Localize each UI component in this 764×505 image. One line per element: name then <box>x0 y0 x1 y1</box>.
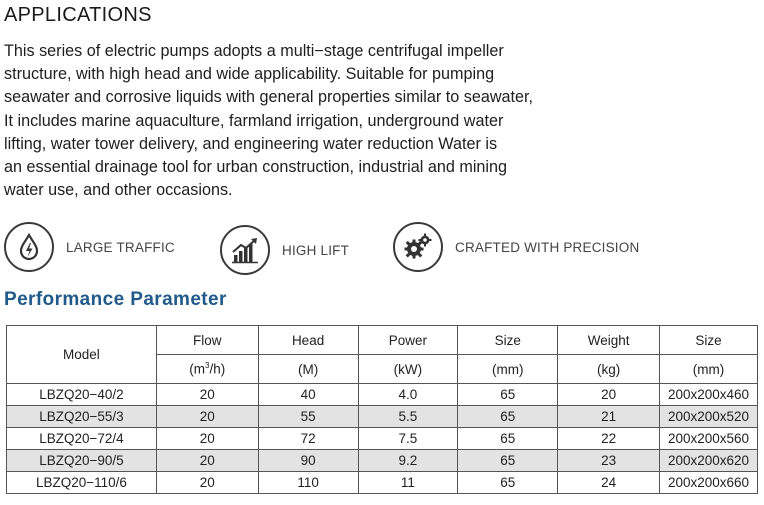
cell-model: LBZQ20−90/5 <box>7 450 157 472</box>
feature-label: HIGH LIFT <box>282 242 350 258</box>
table-row <box>7 450 758 472</box>
cell-power: 11 <box>358 472 458 494</box>
feature-label: LARGE TRAFFIC <box>66 239 175 255</box>
header-size: Size <box>458 326 558 355</box>
header-model: Model <box>7 326 157 384</box>
cell-dimensions: 200x200x620 <box>660 450 758 472</box>
table-row <box>7 384 758 406</box>
cell-power: 9.2 <box>358 450 458 472</box>
header-flow: Flow <box>156 326 258 355</box>
cell-weight: 22 <box>558 428 660 450</box>
unit-flow <box>156 355 258 384</box>
rising-chart-icon <box>220 225 270 275</box>
cell-dimensions: 200x200x660 <box>660 472 758 494</box>
cell-size: 65 <box>458 384 558 406</box>
cell-flow: 20 <box>156 472 258 494</box>
cell-weight: 20 <box>558 384 660 406</box>
unit-weight: (kg) <box>558 355 660 384</box>
description-line: It includes marine aquaculture, farmland irrigation, underground water <box>4 111 504 130</box>
cell-dimensions: 200x200x560 <box>660 428 758 450</box>
cell-size: 65 <box>458 472 558 494</box>
gears-icon <box>393 222 443 272</box>
cell-weight: 24 <box>558 472 660 494</box>
cell-flow: 20 <box>156 450 258 472</box>
cell-power: 7.5 <box>358 428 458 450</box>
cell-power: 5.5 <box>358 406 458 428</box>
performance-title: Performance Parameter <box>4 289 227 310</box>
table-row <box>7 472 758 494</box>
cell-power: 4.0 <box>358 384 458 406</box>
feature-crafted-with-precision <box>393 222 639 272</box>
description-line: This series of electric pumps adopts a multi−stage centrifugal impeller <box>4 42 504 60</box>
table-row <box>7 428 758 450</box>
description-line: water use, and other occasions. <box>4 181 233 200</box>
unit-power: (kW) <box>358 355 458 384</box>
description-line: structure, with high head and wide applicability. Suitable for pumping <box>4 65 495 84</box>
applications-description <box>4 40 760 202</box>
unit-superscript: 3 <box>205 361 210 371</box>
cell-flow: 20 <box>156 384 258 406</box>
cell-weight: 23 <box>558 450 660 472</box>
cell-flow: 20 <box>156 406 258 428</box>
unit-dimensions: (mm) <box>660 355 758 384</box>
cell-size: 65 <box>458 450 558 472</box>
table-row <box>7 406 758 428</box>
cell-model: LBZQ20−55/3 <box>7 406 157 428</box>
cell-size: 65 <box>458 428 558 450</box>
cell-head: 72 <box>258 428 358 450</box>
description-line: an essential drainage tool for urban construction, industrial and mining <box>4 158 508 177</box>
cell-model: LBZQ20−40/2 <box>7 384 157 406</box>
cell-head: 90 <box>258 450 358 472</box>
cell-dimensions: 200x200x460 <box>660 384 758 406</box>
cell-head: 40 <box>258 384 358 406</box>
header-power: Power <box>358 326 458 355</box>
water-drop-icon <box>4 222 54 272</box>
cell-size: 65 <box>458 406 558 428</box>
applications-title: APPLICATIONS <box>4 4 152 26</box>
cell-head: 110 <box>258 472 358 494</box>
header-dimensions: Size <box>660 326 758 355</box>
table-header-row <box>7 326 758 355</box>
cell-model: LBZQ20−110/6 <box>7 472 157 494</box>
unit-text: (m <box>189 361 206 377</box>
cell-model: LBZQ20−72/4 <box>7 428 157 450</box>
unit-head: (M) <box>258 355 358 384</box>
cell-weight: 21 <box>558 406 660 428</box>
cell-flow: 20 <box>156 428 258 450</box>
header-head: Head <box>258 326 358 355</box>
feature-label: CRAFTED WITH PRECISION <box>455 239 640 255</box>
unit-text: /h) <box>209 361 226 377</box>
feature-large-traffic <box>4 222 175 272</box>
description-line: lifting, water tower delivery, and engineering water reduction Water is <box>4 134 498 153</box>
description-line: seawater and corrosive liquids with general properties similar to seawater, <box>4 88 534 107</box>
performance-table <box>6 325 758 494</box>
unit-size: (mm) <box>458 355 558 384</box>
feature-high-lift <box>220 225 349 275</box>
header-weight: Weight <box>558 326 660 355</box>
cell-head: 55 <box>258 406 358 428</box>
cell-dimensions: 200x200x520 <box>660 406 758 428</box>
